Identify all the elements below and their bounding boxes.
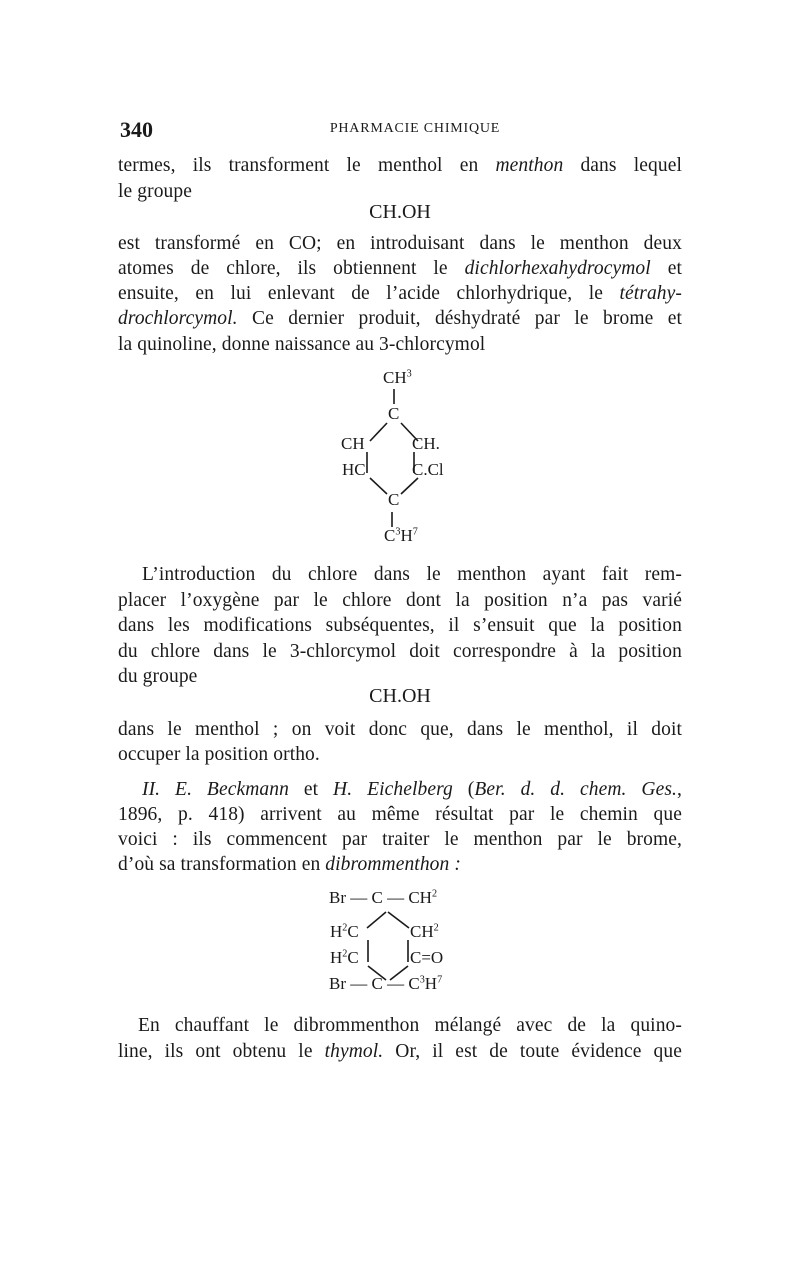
s2-c: C [347,922,359,941]
p4-line-1: En chauffant le dibrommenthon mélangé avec de la quino- [138,1015,682,1036]
italic-term: tétrahy- [619,283,682,304]
s2-h: H [330,948,343,967]
s1-bottom-h: H [400,526,413,545]
s2-sup: 2 [342,922,348,934]
p3-line-2: 1896, p. 418) arrivent au même résultat par le chemin que [118,804,682,825]
text: d’où sa transformation en [118,854,326,875]
journal-title: Ber. d. d. chem. Ges. [474,779,678,800]
p1-line-2: le groupe [118,181,192,202]
running-title: PHARMACIE CHIMIQUE [329,121,501,136]
struct1-right-upper: CH. [412,434,440,453]
s2-sup: 2 [342,948,348,960]
italic-term: menthon [495,155,564,176]
text: ( [452,779,475,800]
bond-lower-right [390,966,408,980]
formula-ch-oh-2: CH.OH [369,685,431,707]
s2-c: C [347,948,359,967]
s2-bottom-sup1: 3 [419,974,425,986]
s2-h: H [330,922,343,941]
p2-line-2: placer l’oxygène par le chlore dont la position n’a pas varié [118,590,682,611]
p1-line-3: est transformé en CO; en introduisant dans le menthon deux [118,233,682,254]
bond-lower-left [368,966,386,980]
text: dans lequel [563,155,682,176]
italic-term: thymol. [324,1041,384,1062]
italic-term: drochlorcymol. [118,308,238,329]
p1-line-7: la quinoline, donne naissance au 3-chlorcymol [118,334,486,355]
struct1-right-lower: C.Cl [412,460,444,479]
text: , [677,779,683,800]
text: termes, ils transforment le menthol en [118,155,496,176]
struct1-left-lower: HC [342,460,366,479]
s1-top: CH [383,368,407,387]
text: atomes de chlore, ils obtiennent le [118,258,465,279]
s1-bottom-c: C [384,526,396,545]
s2-bottom-text: Br — C — C [329,974,420,993]
s2-top-text: Br — C — CH [329,888,432,907]
text: et [288,779,334,800]
italic-term: dibrommenthon : [325,854,461,875]
p2-line-4: du chlore dans le 3-chlorcymol doit correspondre à la position [118,641,682,662]
text: line, ils ont obtenu le [118,1041,325,1062]
author-beckmann: II. E. Beckmann [142,779,289,800]
s1-bottom-sup2: 7 [412,526,418,538]
s2-sup: 2 [433,922,439,934]
p2-line-1: L’introduction du chlore dans le menthon ayant fait rem- [142,564,682,585]
p2-line-6: dans le menthol ; on voit donc que, dans le menthol, il doit [118,719,682,740]
s1-bottom-sup1: 3 [395,526,401,538]
italic-term: dichlorhexahydrocymol [464,258,651,279]
p2-line-3: dans les modifications subséquentes, il s’ensuit que la position [118,615,682,636]
text: ensuite, en lui enlevant de l’acide chlorhydrique, le [118,283,620,304]
author-eichelberg: H. Eichelberg [333,779,453,800]
p4-line-2 [118,1040,682,1064]
p2-line-7: occuper la position ortho. [118,744,320,765]
p3-line-3: voici : ils commencent par traiter le menthon par le brome, [118,829,682,850]
s2-bottom-h: H [424,974,438,993]
formula-ch-oh: CH.OH [369,201,431,223]
text: et [650,258,682,279]
p2-line-5: du groupe [118,666,198,687]
s2-ch: CH [410,922,434,941]
struct1-left-upper: CH [341,434,365,453]
struct2-right-lower: C=O [410,948,444,967]
text: Ce dernier produit, déshydraté par le brome et [237,308,682,329]
page-number: 340 [120,117,153,142]
bond-upper-right [388,912,409,928]
s2-bottom-sup2: 7 [437,974,443,986]
bond-upper-left [367,912,386,928]
struct1-c-top: C [388,404,400,423]
s2-top-sup: 2 [431,888,438,900]
text: Or, il est de toute évidence que [383,1041,682,1062]
s1-top-sup: 3 [406,368,412,380]
struct1-c-bottom: C [388,490,400,509]
